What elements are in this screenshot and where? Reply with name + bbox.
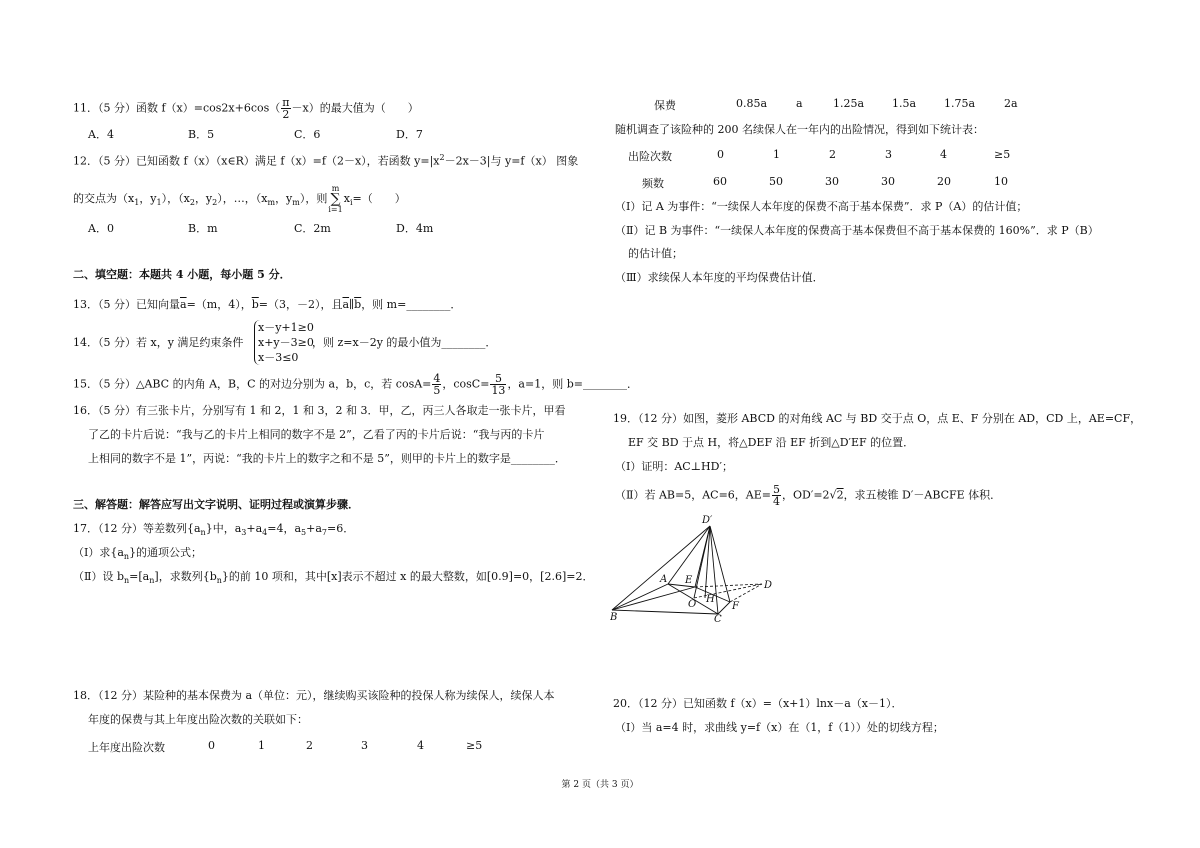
sqrt-symbol: √ <box>829 488 837 502</box>
claims-row <box>600 148 1200 162</box>
table-cell: 30 <box>881 175 895 188</box>
question-18-line2: 年度的保费与其上年度出险次数的关联如下： <box>88 713 308 726</box>
table-cell: a <box>796 97 803 110</box>
table-cell: 4 <box>417 739 424 752</box>
question-20-line1: 20．（12 分）已知函数 f（x）=（x+1）lnx－a（x－1）． <box>613 697 903 710</box>
frequency-row <box>600 175 1200 189</box>
q12-option-c: C．2m <box>294 222 331 235</box>
question-13: 13．（5 分）已知向量$\overline{a}=(m$，4），$\overline{b}=(3$，－2），且$\overline{a}\parallel\overline{b}$，则 m=________． <box>73 298 462 311</box>
table-cell: 0 <box>717 148 724 161</box>
premium-row <box>600 97 1200 111</box>
q12-option-a: A．0 <box>88 222 114 235</box>
q11-option-a: A．4 <box>88 128 114 141</box>
fraction-5-4: $\frac{5}{4}$ <box>772 483 780 508</box>
label-f: F <box>732 601 739 612</box>
table-cell: 20 <box>937 175 951 188</box>
q18-part3: （Ⅲ）求续保人本年度的平均保费估计值． <box>615 271 824 284</box>
question-12-line2: 的交点为（$x_1$，$y_1$），（$x_2$，$y_2$），…，（$x_m$，$y_m$），则m ∑ $i=1x_i=$（ ） <box>73 184 406 214</box>
question-17-part1: （Ⅰ）求$\{a_n\}$的通项公式； <box>73 546 203 562</box>
table-cell: 3 <box>361 739 368 752</box>
question-16-line2: 了乙的卡片后说：“我与乙的卡片上相同的数字不是 2”，乙看了丙的卡片后说：“我与丙的卡片 <box>88 428 545 441</box>
table-cell: 1 <box>773 148 780 161</box>
label-c: C <box>714 614 722 622</box>
table-cell: 4 <box>940 148 947 161</box>
question-12-line1: 12．（5 分）已知函数 f（x）（x∈R）满足 f（x）=f（2－x），若函数 $y=|x^2-2x-3|$与 y=f（x） 图象 <box>73 153 579 168</box>
label-d: D <box>764 580 773 591</box>
q18-part1: （Ⅰ）记 A 为事件：“一续保人本年度的保费不高于基本保费”．求 P（A）的估计值； <box>615 200 1028 213</box>
edge-b-c <box>612 610 718 614</box>
q18-part2-line2: 的估计值； <box>628 247 683 260</box>
survey-text: 随机调查了该险种的 200 名续保人在一年内的出险情况，得到如下统计表： <box>615 123 984 136</box>
table-cell: 1.5a <box>892 97 917 110</box>
label-dp: D′ <box>702 515 713 526</box>
question-19-part2: （Ⅱ）若 AB=5，AC=6，AE= $\frac{5}{4}$ ，OD′=2√2，求五棱锥 D′－ABCFE 体积． <box>615 483 1002 508</box>
constraint-system: x－y+1≥0 x+y－3≥0 x－3≤0 <box>254 320 314 365</box>
q11-option-b: B．5 <box>188 128 215 141</box>
question-19-part1: （Ⅰ）证明：AC⊥HD′； <box>615 460 733 473</box>
table-cell: ≥5 <box>994 148 1011 161</box>
label-o: O <box>688 599 697 610</box>
fraction-5-13: $\frac{5}{13}$ <box>491 372 506 397</box>
q11-option-d: D．7 <box>396 128 423 141</box>
fraction-4-5: $\frac{4}{5}$ <box>433 372 441 397</box>
question-17-stem: 17．（12 分）等差数列$\{a_n\}$中，$a_3+a_4=4$，$a_5+a_7=6$． <box>73 522 355 538</box>
table-cell: 60 <box>713 175 727 188</box>
table-cell: 上年度出险次数 <box>88 741 165 754</box>
table-cell: 50 <box>769 175 783 188</box>
table-cell: 1.25a <box>833 97 865 110</box>
table-cell: 3 <box>885 148 892 161</box>
pi-over-2-fraction: $\frac{\pi}{2}$ <box>282 96 290 121</box>
table-cell: 0.85a <box>736 97 768 110</box>
table-cell: 2a <box>1004 97 1018 110</box>
label-e: E <box>685 575 693 586</box>
question-18-line1: 18．（12 分）某险种的基本保费为 a（单位：元），继续购买该险种的投保人称为续保人，续保人本 <box>73 689 555 702</box>
question-14-suffix: ，则 z=x－2y 的最小值为________． <box>312 336 497 349</box>
section-2-heading: 二、填空题：本题共 4 小题，每小题 5 分． <box>73 268 291 281</box>
label-a: A <box>660 574 668 585</box>
edge-dp-f <box>710 526 730 602</box>
question-15: 15．（5 分）△ABC 的内角 A，B，C 的对边分别为 a，b，c，若 cosA= $\frac{4}{5}$ ，cosC= $\frac{5}{13}$ ，a=1，则 b=________． <box>73 372 638 397</box>
question-16-line1: 16．（5 分）有三张卡片，分别写有 1 和 2，1 和 3，2 和 3．甲，乙，丙三人各取走一张卡片，甲看 <box>73 404 566 417</box>
table-cell: 1 <box>258 739 265 752</box>
label-h: H <box>706 594 715 605</box>
section-3-heading: 三、解答题：解答应写出文字说明、证明过程或演算步骤． <box>73 498 359 511</box>
label-b: B <box>610 612 618 622</box>
table-cell: 出险次数 <box>628 150 672 163</box>
table-cell: 1.75a <box>944 97 976 110</box>
question-20-part1: （I）当 a=4 时，求曲线 y=f（x）在（1，f（1））处的切线方程； <box>615 721 944 734</box>
dashed-e-d <box>695 584 762 587</box>
question-19-line1: 19．（12 分）如图，菱形 ABCD 的对角线 AC 与 BD 交于点 O，点 E、F 分别在 AD，CD 上，AE=CF， <box>613 412 1142 425</box>
pyramid-figure <box>610 512 790 622</box>
question-19-line2: EF 交 BD 于点 H，将△DEF 沿 EF 折到△D′EF 的位置． <box>628 436 915 449</box>
q12-option-d: D．4m <box>396 222 434 235</box>
table-cell: 频数 <box>642 177 664 190</box>
question-17-part2: （Ⅱ）设 $b_n=[a_n]$，求数列$\{b_n\}$的前 10 项和，其中[x]表示不超过 x 的最大整数，如[0.9]=0，[2.6]=2． <box>73 570 594 586</box>
table-cell: ≥5 <box>466 739 483 752</box>
dashed-f-d <box>730 584 762 602</box>
q18-part2-line1: （Ⅱ）记 B 为事件：“一续保人本年度的保费高于基本保费但不高于基本保费的 160%”．求 P（B） <box>615 224 1099 237</box>
q12-option-b: B．m <box>188 222 218 235</box>
edge-c-f <box>718 602 730 614</box>
table-cell: 0 <box>208 739 215 752</box>
claims-count-row <box>0 739 600 753</box>
table-cell: 2 <box>306 739 313 752</box>
table-cell: 30 <box>825 175 839 188</box>
page-footer: 第 2 页（共 3 页） <box>561 780 639 790</box>
table-cell: 保费 <box>654 99 676 112</box>
question-11-stem: 11．（5 分）函数 f（x）=cos2x+6cos（ $\frac{\pi}{2}$ －x）的最大值为（ ） <box>73 96 419 121</box>
question-16-line3: 上相同的数字不是 1”，丙说：“我的卡片上的数字之和不是 5”，则甲的卡片上的数字是________． <box>88 452 566 465</box>
summation-symbol: m ∑ i=1 <box>328 184 343 214</box>
question-14-prefix: 14．（5 分）若 x，y 满足约束条件 <box>73 336 244 349</box>
table-cell: 2 <box>829 148 836 161</box>
q11-option-c: C．6 <box>294 128 321 141</box>
table-cell: 10 <box>994 175 1008 188</box>
